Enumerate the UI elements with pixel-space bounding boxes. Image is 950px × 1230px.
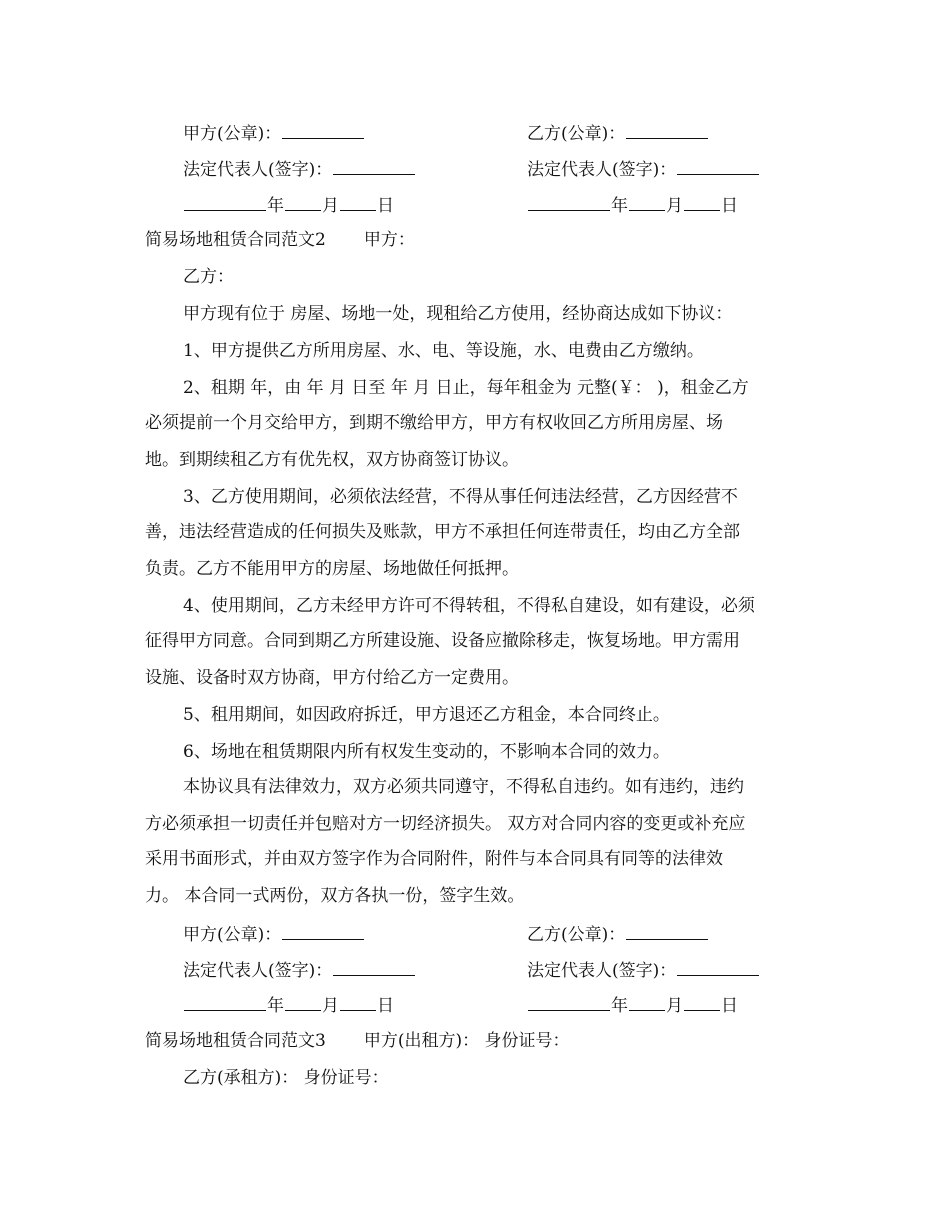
legal-rep-label: 法定代表人(签字)： [527,961,677,981]
day-blank [340,994,376,1011]
year-label: 年 [267,196,284,216]
closing-line-3: 采用书面形式，并由双方签字作为合同附件，附件与本合同具有同等的法律效 [145,849,723,869]
section2-intro: 甲方现有位于 房屋、场地一处，现租给乙方使用，经协商达成如下协议： [183,304,733,324]
day-label: 日 [721,996,738,1016]
clause-4-line-2: 征得甲方同意。合同到期乙方所建设施、设备应撤除移走，恢复场地。甲方需用 [145,631,740,651]
party-a-legal-rep-line [183,158,416,180]
day-label: 日 [721,196,738,216]
clause-4-line-3: 设施、设备时双方协商，甲方付给乙方一定费用。 [145,668,519,688]
section2-party-a: 甲方： [363,230,415,250]
closing-line-2: 方必须承担一切责任并包赔对方一切经济损失。 双方对合同内容的变更或补充应 [145,814,746,834]
closing-line-1: 本协议具有法律效力，双方必须共同遵守，不得私自违约。如有违约，违约 [183,777,744,797]
month-blank [629,194,665,211]
clause-3-line-1: 3、乙方使用期间，必须依法经营，不得从事任何违法经营，乙方因经营不 [183,487,738,507]
month-label: 月 [322,996,339,1016]
signature-blank [282,923,364,940]
party-b-seal-label: 乙方(公章)： [527,925,626,945]
clause-3-line-2: 善，违法经营造成的任何损失及账款，甲方不承担任何连带责任，均由乙方全部 [145,522,740,542]
month-blank [629,994,665,1011]
day-label: 日 [377,996,394,1016]
month-label: 月 [322,196,339,216]
section3-heading: 简易场地租赁合同范文3 [145,1031,326,1051]
year-label: 年 [267,996,284,1016]
clause-6: 6、场地在租赁期限内所有权发生变动的，不影响本合同的效力。 [183,742,670,762]
year-blank [528,194,610,211]
month-label: 月 [666,996,683,1016]
clause-1: 1、甲方提供乙方所用房屋、水、电、等设施，水、电费由乙方缴纳。 [183,341,704,361]
signature-blank [677,158,759,175]
party-b-legal-rep-line-2 [527,959,760,981]
month-blank [285,194,321,211]
section3-party-b: 乙方(承租方)： 身份证号： [183,1068,389,1088]
party-a-seal-label: 甲方(公章)： [183,925,282,945]
party-b-seal-line-2 [527,923,709,945]
section3-party-a: 甲方(出租方)： 身份证号： [363,1031,570,1051]
party-a-date-line [183,194,394,216]
party-a-seal-line-2 [183,923,365,945]
party-b-seal-label: 乙方(公章)： [527,124,626,144]
year-label: 年 [611,996,628,1016]
party-a-date-line-2 [183,994,394,1016]
signature-blank [333,959,415,976]
clause-2-line-2: 必须提前一个月交给甲方，到期不缴给甲方，甲方有权收回乙方所用房屋、场 [145,413,723,433]
party-a-seal-label: 甲方(公章)： [183,124,282,144]
year-blank [184,194,266,211]
signature-blank [677,959,759,976]
legal-rep-label: 法定代表人(签字)： [527,160,677,180]
year-blank [184,994,266,1011]
section2-party-b: 乙方： [183,267,234,287]
day-blank [340,194,376,211]
clause-4-line-1: 4、使用期间，乙方未经甲方许可不得转租，不得私自建设，如有建设，必须 [183,596,755,616]
signature-blank [626,122,708,139]
day-label: 日 [377,196,394,216]
year-label: 年 [611,196,628,216]
legal-rep-label: 法定代表人(签字)： [183,961,333,981]
closing-line-4: 力。 本合同一式两份，双方各执一份，签字生效。 [145,886,525,906]
signature-blank [282,122,364,139]
party-a-legal-rep-line-2 [183,959,416,981]
day-blank [684,194,720,211]
section2-heading-line [145,230,415,250]
party-b-legal-rep-line [527,158,760,180]
clause-2-line-1: 2、租期 年，由 年 月 日至 年 月 日止，每年租金为 元整(￥： )，租金乙方 [183,378,749,398]
section2-heading: 简易场地租赁合同范文2 [145,230,326,250]
section3-heading-line [145,1031,570,1051]
month-blank [285,994,321,1011]
signature-blank [626,923,708,940]
clause-2-line-3: 地。到期续租乙方有优先权，双方协商签订协议。 [145,450,519,470]
year-blank [528,994,610,1011]
party-b-date-line [527,194,738,216]
month-label: 月 [666,196,683,216]
legal-rep-label: 法定代表人(签字)： [183,160,333,180]
party-b-seal-line [527,122,709,144]
party-a-seal-line [183,122,365,144]
day-blank [684,994,720,1011]
clause-3-line-3: 负责。乙方不能用甲方的房屋、场地做任何抵押。 [145,559,519,579]
party-b-date-line-2 [527,994,738,1016]
clause-5: 5、租用期间，如因政府拆迁，甲方退还乙方租金，本合同终止。 [183,705,670,725]
signature-blank [333,158,415,175]
